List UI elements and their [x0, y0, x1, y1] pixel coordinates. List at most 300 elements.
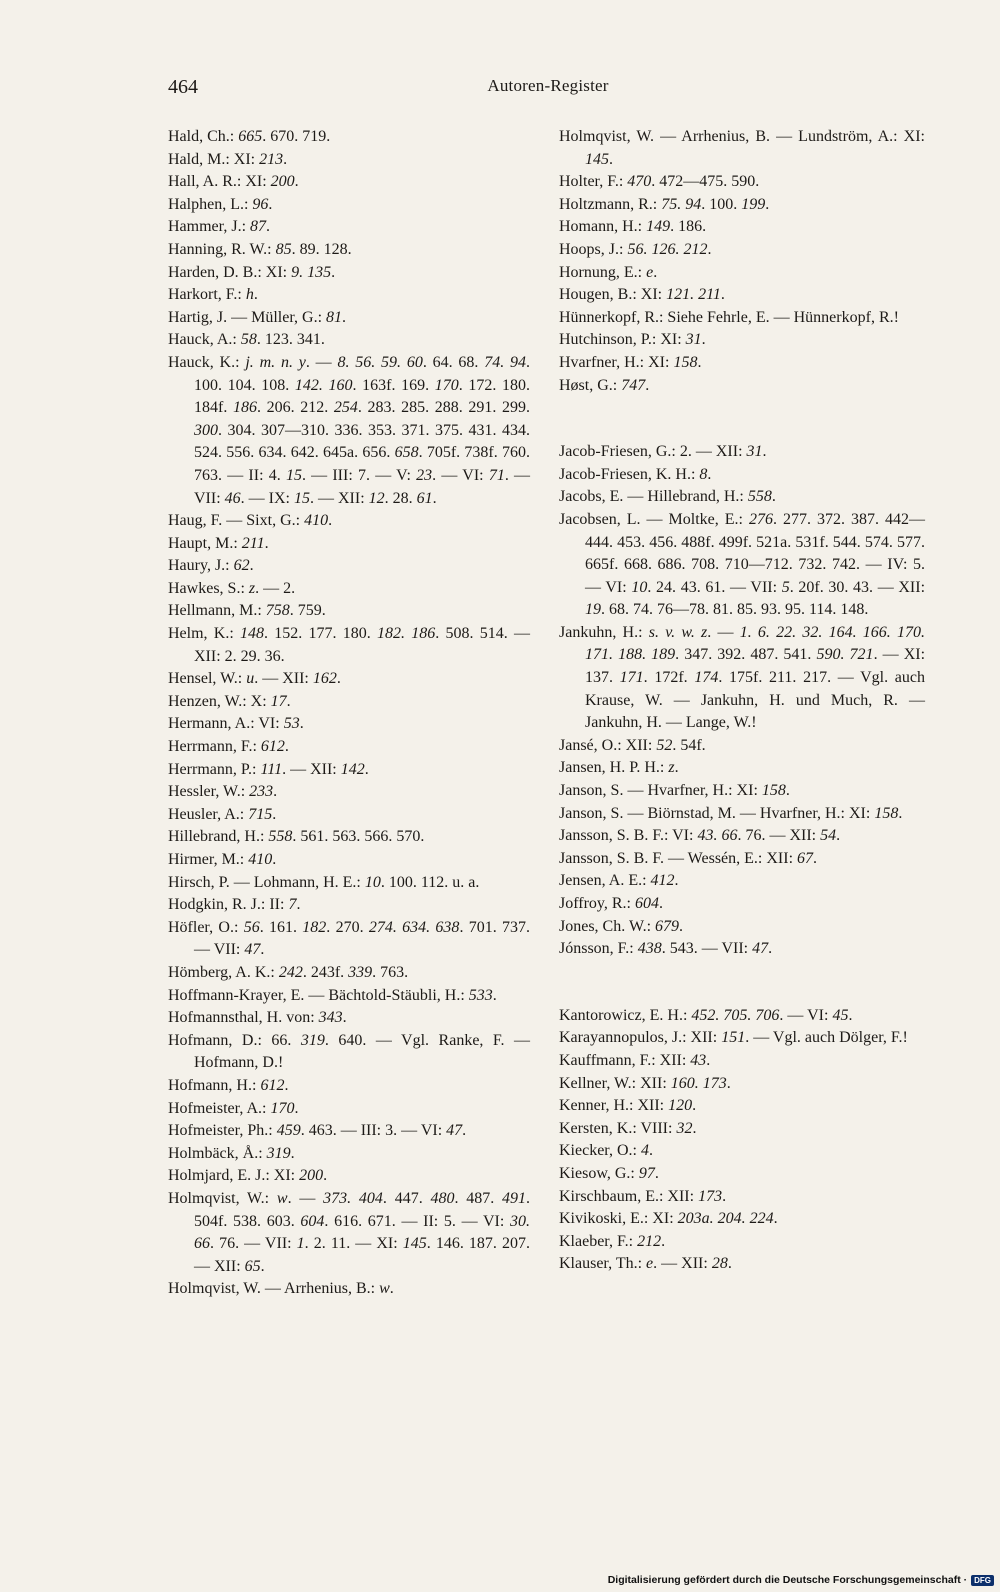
- index-entry-text: 81: [326, 308, 343, 326]
- index-entry-text: 212: [637, 1232, 662, 1250]
- index-entry-text: .: [342, 308, 347, 326]
- index-entry-text: . 504f. 538. 603.: [194, 1189, 531, 1230]
- index-entry-text: Jacobs, E. — Hillebrand, H.:: [559, 488, 748, 506]
- index-entry-text: 612: [260, 1076, 285, 1094]
- footer-text: Digitalisierung gefördert durch die Deutsche Forschungsgemeinschaft ·: [607, 1574, 968, 1586]
- index-entry-text: Höfler, O.:: [168, 918, 244, 936]
- index-entry-text: .: [283, 150, 288, 168]
- index-entry-text: .: [294, 173, 299, 191]
- page-number: 464: [168, 76, 198, 98]
- index-entry-text: Hall, A. R.: XI:: [168, 173, 271, 191]
- index-entry-text: Harden, D. B.: XI:: [168, 263, 292, 281]
- index-entry: [559, 329, 925, 352]
- index-entry-text: 53: [283, 715, 300, 733]
- index-entry-text: w: [276, 1189, 288, 1207]
- index-entry-text: . 172f.: [643, 669, 695, 687]
- index-entry-text: Joffroy, R.:: [559, 895, 635, 912]
- index-entry-text: . — XII:: [254, 670, 313, 688]
- index-entry-text: .: [273, 783, 278, 801]
- index-entry-text: .: [336, 670, 341, 688]
- index-entry: [168, 781, 530, 804]
- index-entry: [559, 893, 925, 916]
- index-entry-text: . — XI: 137.: [585, 646, 926, 687]
- index-entry-text: . 161.: [259, 918, 303, 936]
- index-entry-text: .: [697, 353, 702, 371]
- index-entry: [559, 870, 925, 893]
- index-entry-text: 254: [333, 399, 358, 417]
- index-entry: [168, 962, 530, 985]
- index-entry-text: . — III: 7. — V:: [301, 466, 417, 484]
- index-entry-text: 142: [340, 760, 365, 778]
- index-entry-text: Hofmeister, A.:: [168, 1099, 271, 1117]
- index-entry-text: .: [679, 917, 684, 935]
- index-entry-text: .: [773, 1210, 778, 1228]
- index-entry-text: .: [722, 1187, 727, 1205]
- index-entry-text: 158: [673, 353, 698, 371]
- index-entry-text: Jansen, H. P. H.:: [559, 759, 669, 777]
- index-entry: [168, 759, 530, 782]
- index-entry-text: Herrmann, F.:: [168, 738, 261, 756]
- index-entry-text: 87: [250, 218, 267, 236]
- index-entry: [168, 555, 530, 578]
- index-entry-text: Karayannopulos, J.: XII:: [559, 1029, 722, 1047]
- index-entry: [559, 216, 925, 239]
- index-entry-text: .: [653, 263, 658, 281]
- index-entry-text: . —: [305, 353, 338, 371]
- index-entry-text: . — XII:: [309, 489, 369, 507]
- index-entry-text: 47: [446, 1122, 463, 1140]
- index-entry-text: 747: [621, 376, 646, 394]
- index-entry-text: 182: [302, 918, 327, 936]
- index-entry-text: 30. 66: [194, 1212, 531, 1253]
- index-entry: [168, 600, 530, 623]
- index-entry-text: 120: [668, 1097, 693, 1115]
- index-entry-text: Hömberg, A. K.:: [168, 963, 279, 981]
- index-entry-text: . 447.: [382, 1189, 431, 1207]
- index-entry-text: z: [248, 579, 256, 597]
- index-entry-text: . 508. 514. — XII: 2. 29. 36.: [194, 625, 531, 665]
- index-entry-text: 200: [299, 1167, 324, 1185]
- index-entry: [168, 239, 530, 262]
- index-entry-text: 470: [627, 173, 652, 191]
- index-entry-text: Hillebrand, H.:: [168, 828, 269, 846]
- index-entry-text: 9. 135: [291, 263, 332, 281]
- index-entry-text: Hartig, J. — Müller, G.:: [168, 308, 327, 326]
- index-entry-text: Holtzmann, R.:: [559, 195, 662, 213]
- index-entry-text: Kellner, W.: XII:: [559, 1074, 671, 1092]
- index-entry-text: Kirschbaum, E.: XII:: [559, 1187, 699, 1205]
- index-entry-text: 32: [676, 1119, 693, 1137]
- index-entry: [559, 1005, 925, 1028]
- index-entry: [168, 126, 530, 149]
- index-entry-text: 23: [416, 466, 433, 484]
- index-entry-text: .: [813, 849, 818, 867]
- index-entry: [559, 262, 925, 285]
- index-entry-text: 97: [638, 1164, 655, 1182]
- index-entry-text: . 175f. 211. 217. — Vgl. auch Krause, W. — Jankuhn, H. und Much, R. — Jankuhn, H. — Lange, W.!: [585, 669, 926, 732]
- index-entry-text: 145: [402, 1235, 427, 1253]
- index-entry-text: 491: [502, 1189, 527, 1207]
- index-entry-text: j. m. n. y: [245, 353, 306, 371]
- index-entry: [168, 578, 530, 601]
- index-entry-text: 111: [260, 760, 283, 778]
- index-entry-text: . —: [287, 1189, 324, 1207]
- index-entry: [168, 985, 530, 1008]
- index-entry-text: Holmbäck, Å.:: [168, 1144, 267, 1162]
- index-entry-text: 679: [655, 917, 680, 935]
- index-entry-text: .: [299, 715, 304, 733]
- index-entry-text: 45: [832, 1006, 849, 1024]
- index-entry-text: . 277. 372. 387. 442—444. 453. 456. 488f. 499f. 521a. 531f. 544. 574. 577. 665f. 668. 686. 708. 710—712. 732. 742. — IV: 5. — VI:: [585, 510, 926, 596]
- index-entry-text: 46: [224, 489, 241, 507]
- index-entry-text: e: [646, 1255, 654, 1273]
- index-entry-text: . 347. 392. 487. 541.: [675, 646, 817, 664]
- index-entry-text: 10: [631, 578, 648, 596]
- index-entry-text: 170: [434, 376, 459, 394]
- index-entry-text: Haupt, M.:: [168, 534, 242, 552]
- index-entry-text: Homann, H.:: [559, 218, 647, 236]
- index-entry-text: . — VI:: [779, 1006, 833, 1024]
- index-entry-text: Hünnerkopf, R.: Siehe Fehrle, E. — Hünnerkopf, R.!: [559, 308, 899, 326]
- index-entry: [168, 284, 530, 307]
- index-entry-text: Jones, Ch. W.:: [559, 917, 656, 935]
- index-entry: [168, 804, 530, 827]
- index-entry-text: 412: [650, 872, 675, 890]
- index-entry-text: Hauck, A.:: [168, 331, 241, 349]
- index-entry-text: . 76. — XII:: [737, 827, 821, 845]
- index-entry-text: Hirsch, P. — Lohmann, H. E.:: [168, 873, 365, 891]
- index-entry-text: .: [264, 534, 269, 552]
- index-entry-text: Hanning, R. W.:: [168, 240, 276, 258]
- index-entry-text: 274. 634. 638: [368, 918, 460, 936]
- index-entry-text: .: [331, 263, 336, 281]
- index-entry-text: .: [654, 1164, 659, 1182]
- index-entry-text: 43. 66: [697, 827, 738, 845]
- index-entry-text: .: [765, 195, 770, 213]
- index-entry-text: Helm, K.:: [168, 625, 241, 643]
- index-entry-text: Hauck, K.:: [168, 353, 246, 371]
- index-column-left: [168, 126, 530, 1301]
- index-entry-text: 658: [394, 444, 419, 462]
- index-entry-text: . 163f. 169.: [352, 376, 435, 394]
- index-entry-text: .: [284, 738, 289, 756]
- index-entry-text: 56: [243, 918, 260, 936]
- index-entry-text: Hald, M.: XI:: [168, 150, 260, 168]
- index-entry-text: 8. 56. 59. 60: [337, 353, 423, 371]
- index-entry-text: Kenner, H.: XII:: [559, 1097, 669, 1115]
- index-entry-text: . 616. 671. — II: 5. — VI:: [324, 1212, 511, 1230]
- index-entry-text: . 670. 719.: [262, 128, 331, 145]
- index-entry: [168, 1278, 530, 1301]
- index-entry-text: Jensen, A. E.:: [559, 872, 651, 890]
- index-entry: [168, 307, 530, 330]
- index-entry-text: 47: [244, 941, 261, 959]
- index-entry-text: Kiecker, O.:: [559, 1142, 641, 1160]
- index-entry-text: 186: [232, 399, 257, 417]
- index-entry-text: 54: [820, 827, 837, 845]
- index-entry-text: .: [692, 1119, 697, 1137]
- index-entry-text: .: [762, 443, 767, 461]
- index-entry-text: 7: [288, 896, 297, 914]
- index-entry-text: Høst, G.:: [559, 376, 622, 394]
- index-entry: [168, 623, 530, 668]
- index-entry-text: 74. 94: [484, 353, 527, 371]
- index-entry-text: .: [432, 489, 437, 507]
- index-entry: [559, 825, 925, 848]
- index-entry-text: 410: [304, 512, 329, 530]
- index-entry-text: 43: [690, 1051, 707, 1069]
- section-gap: [559, 419, 925, 441]
- index-entry: [559, 848, 925, 871]
- index-entry: [559, 284, 925, 307]
- index-entry-text: h: [245, 286, 254, 304]
- index-entry-text: .: [272, 805, 277, 823]
- index-entry-text: 56. 126. 212: [627, 240, 708, 258]
- index-entry-text: 203a. 204. 224: [677, 1210, 774, 1228]
- index-entry-text: .: [286, 692, 291, 710]
- index-entry-text: 67: [797, 849, 814, 867]
- index-entry-text: 15: [293, 489, 310, 507]
- index-entry-text: Hoffmann-Krayer, E. — Bächtold-Stäubli, H.:: [168, 986, 469, 1004]
- index-entry: [168, 262, 530, 285]
- index-entry-text: 612: [260, 738, 285, 756]
- index-entry-text: .: [692, 1097, 697, 1115]
- index-entry-text: .: [726, 1074, 731, 1092]
- index-entry: [559, 486, 925, 509]
- index-entry-text: 373. 404: [323, 1189, 383, 1207]
- index-entry-text: Hofmann, H.:: [168, 1076, 261, 1094]
- index-entry-text: .: [260, 941, 265, 959]
- index-entry-text: . 2. 11. — XI:: [304, 1235, 403, 1253]
- index-entry-text: 145: [585, 150, 609, 168]
- index-entry-text: .: [260, 1257, 265, 1275]
- index-entry: [168, 917, 530, 962]
- index-entry-text: . 100.: [701, 195, 742, 213]
- index-entry: [168, 849, 530, 872]
- index-entry: [559, 1186, 925, 1209]
- index-entry-text: .: [720, 286, 725, 304]
- index-entry-text: . 146. 187. 207. — XII:: [194, 1235, 531, 1275]
- index-entry-text: Herrmann, P.:: [168, 760, 261, 778]
- index-entry: [559, 1050, 925, 1073]
- index-entry-text: . 68. 74. 76—78. 81. 85. 93. 95. 114. 148.: [601, 601, 869, 619]
- index-entry-text: . 270.: [326, 918, 369, 936]
- index-entry: [168, 194, 530, 217]
- index-entry-text: . 152. 177. 180.: [264, 625, 378, 643]
- index-entry-text: e: [646, 263, 654, 281]
- index-entry-text: . — VII:: [194, 466, 531, 507]
- index-entry-text: Haug, F. — Sixt, G.:: [168, 512, 305, 530]
- index-entry-text: 199: [741, 195, 766, 213]
- index-entry: [168, 894, 530, 917]
- index-entry-text: 62: [233, 557, 250, 575]
- index-entry-text: 182. 186: [377, 625, 436, 643]
- index-entry-text: Hofmannsthal, H. von:: [168, 1009, 319, 1027]
- index-entry-text: 47: [752, 940, 769, 958]
- index-entry: [168, 352, 530, 510]
- index-entry-text: . 763.: [372, 963, 409, 981]
- index-entry-text: . 304. 307—310. 336. 353. 371. 375. 431. 434. 524. 556. 634. 642. 645a. 656.: [194, 421, 530, 462]
- index-entry: [559, 1140, 925, 1163]
- index-entry: [168, 533, 530, 556]
- index-entry-text: 52: [656, 736, 673, 754]
- index-entry-text: 149: [646, 218, 671, 236]
- index-entry: [168, 1098, 530, 1121]
- index-entry-text: 31: [746, 443, 763, 461]
- index-entry-text: . 759.: [289, 602, 326, 620]
- index-entry-text: .: [706, 1051, 711, 1069]
- index-entry-text: 158: [761, 782, 786, 800]
- index-entry-text: 213: [259, 150, 284, 168]
- index-entry: [168, 329, 530, 352]
- index-entry-text: . 472—475. 590.: [651, 173, 760, 191]
- index-entry-text: Holmqvist, W.:: [168, 1189, 277, 1207]
- index-entry: [168, 826, 530, 849]
- index-entry-text: .: [674, 759, 679, 777]
- dfg-logo: DFG: [971, 1575, 994, 1586]
- index-entry-text: . 640. — Vgl. Ranke, F. — Hofmann, D.!: [194, 1031, 530, 1072]
- index-entry-text: 233: [249, 783, 274, 801]
- index-entry-text: . 543. — VII:: [661, 940, 753, 958]
- index-entry-text: Jacob-Friesen, K. H.:: [559, 465, 700, 483]
- index-entry-text: 319: [266, 1144, 291, 1162]
- index-entry: [559, 780, 925, 803]
- index-entry: [559, 1095, 925, 1118]
- index-entry-text: . 89. 128.: [291, 240, 352, 258]
- index-entry-text: Henzen, W.: X:: [168, 692, 271, 710]
- index-entry: [559, 509, 925, 622]
- index-entry-text: 8: [699, 465, 708, 483]
- index-entry-text: u: [246, 670, 255, 688]
- index-entry-text: 173: [698, 1187, 723, 1205]
- index-entry-text: z: [668, 759, 675, 777]
- index-entry-text: Hirmer, M.:: [168, 851, 249, 868]
- index-entry-text: Kantorowicz, E. H.:: [559, 1006, 692, 1024]
- index-entry-text: Hensel, W.:: [168, 670, 247, 688]
- index-entry-text: 459: [276, 1122, 301, 1140]
- index-entry-text: 15: [285, 466, 302, 484]
- index-entry-text: Holter, F.:: [559, 173, 628, 191]
- index-entry-text: .: [785, 782, 790, 800]
- index-entry-text: .: [249, 557, 254, 575]
- index-entry-text: 61: [416, 489, 433, 507]
- index-entry-text: 12: [368, 489, 385, 507]
- index-entry-text: Janson, S. — Hvarfner, H.: XI:: [559, 782, 762, 800]
- index-entry-text: Hornung, E.:: [559, 263, 647, 281]
- index-entry-text: 604: [635, 895, 659, 912]
- index-entry: [168, 216, 530, 239]
- index-entry-text: 558: [747, 488, 772, 506]
- index-entry-text: . 123. 341.: [256, 331, 325, 349]
- index-entry-text: .: [389, 1280, 394, 1298]
- index-entry-text: Hald, Ch.:: [168, 128, 239, 145]
- index-entry-text: 17: [270, 692, 287, 710]
- index-entry-text: Klaeber, F.:: [559, 1232, 638, 1250]
- index-entry-text: . — XII:: [282, 760, 341, 778]
- index-entry-text: 58: [240, 331, 257, 349]
- index-entry: [559, 1231, 925, 1254]
- index-entry-text: . 463. — III: 3. — VI:: [300, 1122, 447, 1140]
- index-entry-text: 174: [694, 669, 719, 687]
- index-entry-text: 85: [275, 240, 292, 258]
- index-entry-text: 75. 94: [661, 195, 702, 213]
- index-entry-text: .: [609, 150, 613, 168]
- index-entry-text: .: [342, 1009, 347, 1027]
- index-entry-text: 300: [194, 421, 218, 439]
- index-entry-text: Hammer, J.:: [168, 218, 251, 236]
- index-entry-text: 4: [641, 1142, 649, 1160]
- index-entry-text: 151: [721, 1029, 746, 1047]
- index-entry-text: .: [645, 376, 650, 394]
- index-entry-text: . — XII:: [653, 1255, 712, 1273]
- index-entry-text: . 100. 104. 108.: [194, 353, 531, 394]
- index-entry-text: 5: [781, 578, 790, 596]
- index-entry-text: . 24. 43. 61. — VII:: [647, 578, 782, 596]
- index-entry-text: 276: [749, 510, 773, 528]
- index-entry-text: 142. 160: [294, 376, 353, 394]
- index-entry-text: Kauffmann, F.: XII:: [559, 1051, 691, 1069]
- index-entry-text: . 54f.: [672, 736, 706, 754]
- index-entry-text: . 76. — VII:: [210, 1235, 297, 1253]
- index-entry-text: Klauser, Th.:: [559, 1255, 647, 1273]
- index-entry-text: 200: [270, 173, 295, 191]
- index-entry: [168, 1075, 530, 1098]
- index-entry-text: . 561. 563. 566. 570.: [292, 828, 425, 846]
- index-entry-text: 533: [468, 986, 493, 1004]
- index-entry-text: w: [379, 1280, 390, 1298]
- index-entry-text: .: [272, 851, 277, 868]
- index-entry-text: . — Vgl. auch Dölger, F.!: [745, 1029, 908, 1047]
- index-entry-text: . 100. 112. u. a.: [380, 873, 480, 891]
- index-entry: [559, 1163, 925, 1186]
- index-entry-text: Haury, J.:: [168, 557, 234, 575]
- index-entry-text: . — IX:: [240, 489, 294, 507]
- index-entry-text: .: [290, 1144, 295, 1162]
- index-entry-text: .: [268, 195, 273, 213]
- index-entry-text: Hvarfner, H.: XI:: [559, 353, 674, 371]
- index-entry-text: .: [701, 331, 706, 349]
- index-entry-text: . 172. 180. 184f.: [194, 376, 531, 417]
- index-entry-text: 339: [348, 963, 373, 981]
- index-entry: [559, 916, 925, 939]
- index-entry-text: 19: [585, 601, 601, 619]
- index-entry-text: Hellmann, M.:: [168, 602, 266, 620]
- index-entry-text: 715: [248, 805, 273, 823]
- index-entry-text: 604: [300, 1212, 325, 1230]
- index-entry: [168, 1188, 530, 1278]
- index-entry: [168, 1030, 530, 1075]
- page-header: [168, 76, 928, 106]
- index-entry-text: Jansson, S. B. F. — Wessén, E.: XII:: [559, 849, 798, 867]
- index-entry-text: 452. 705. 706: [691, 1006, 780, 1024]
- index-entry-text: 758: [265, 602, 290, 620]
- running-title: Autoren-Register: [487, 76, 609, 95]
- index-entry-text: .: [253, 286, 258, 304]
- index-entry: [559, 1253, 925, 1276]
- index-entry-text: Harkort, F.:: [168, 286, 246, 304]
- index-entry: [168, 872, 530, 895]
- index-entry: [168, 668, 530, 691]
- index-entry: [168, 510, 530, 533]
- index-entry: [559, 441, 925, 464]
- index-entry-text: Jacobsen, L. — Moltke, E.:: [559, 510, 749, 528]
- index-entry-text: . 20f. 30. 43. — XII:: [789, 578, 926, 596]
- index-entry: [559, 464, 925, 487]
- index-entry-text: . 701. 737. — VII:: [194, 918, 531, 959]
- index-entry-text: 10: [364, 873, 381, 891]
- index-entry-text: 148: [240, 625, 265, 643]
- index-column-right: [559, 126, 925, 1276]
